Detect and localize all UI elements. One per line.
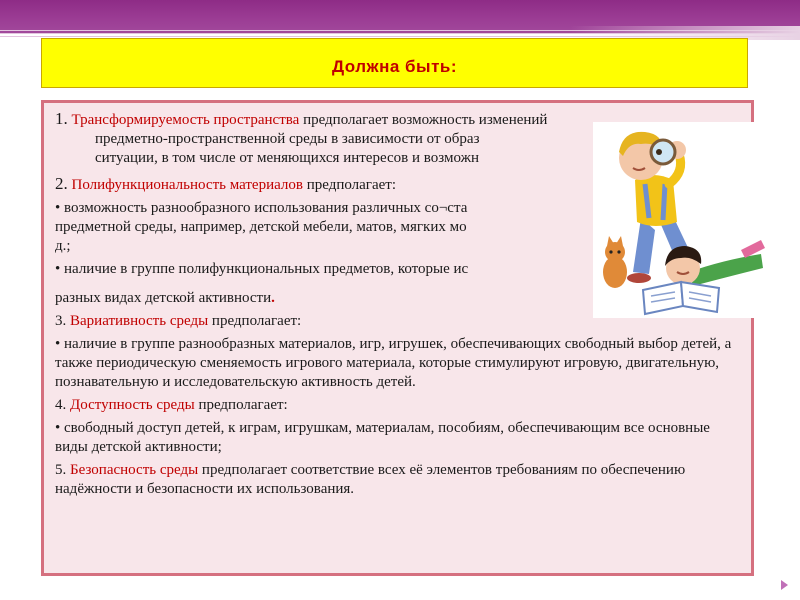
- item-5-term: Безопасность среды: [70, 462, 199, 478]
- item-2-bullet-2-line-2: разных видах детской активности: [55, 290, 272, 306]
- item-1-number: 1.: [55, 109, 68, 128]
- children-reading-icon: [593, 122, 769, 318]
- item-1-line-3: ситуации, в том числе от меняющихся интересов и возможн: [95, 150, 479, 166]
- item-3-term: Вариативность среды: [70, 313, 209, 329]
- title-banner: [41, 38, 748, 88]
- item-2-bullet-1-line-2: предметной среды, например, детской мебели, матов, мягких мо: [55, 219, 467, 235]
- item-2-bullet-1-line-3: д.;: [55, 238, 71, 254]
- item-4-number: 4.: [55, 397, 67, 413]
- item-1-line-2: предметно-пространственной среды в зависимости от образ: [95, 131, 480, 147]
- item-5-text: предполагает соответствие всех её элементов требованиям по обеспечению надёжности и безопасности их использования.: [55, 462, 686, 497]
- item-5-number: 5.: [55, 462, 67, 478]
- item-4-bullet: • свободный доступ детей, к играм, игрушкам, материалам, пособиям, обеспечивающим все основные виды детской активности;: [55, 420, 710, 455]
- item-2-bullet-1-line-1: • возможность разнообразного использования различных со¬ста: [55, 200, 468, 216]
- item-1-term: Трансформируемость пространства: [71, 112, 300, 128]
- item-2-bullet-2-line-1: • наличие в группе полифункциональных предметов, которые ис: [55, 261, 469, 277]
- slide-title: Должна быть:: [331, 57, 458, 76]
- item-4-text: предполагает:: [194, 397, 288, 413]
- item-2-number: 2.: [55, 174, 68, 193]
- bottom-right-marker: [781, 580, 788, 590]
- children-reading-illustration: [593, 122, 769, 318]
- item-4-term: Доступность среды: [70, 397, 195, 413]
- item-3-bullet: • наличие в группе разнообразных материалов, игр, игрушек, обеспечивающих свободный выбор детей, а также периодическую сменяемость игрового материала, которые стимулируют игровую, двигательную, познавательную и исследовательскую активность детей.: [55, 336, 732, 390]
- item-4: [55, 396, 745, 415]
- item-5: [55, 461, 745, 499]
- item-2-text: предполагает:: [302, 177, 397, 193]
- item-2-term: Полифункциональность материалов: [71, 177, 303, 193]
- item-3-number: 3.: [55, 313, 67, 329]
- item-1-text: предполагает возможность изменений: [299, 112, 548, 128]
- item-3-text: предполагает:: [208, 313, 302, 329]
- item-2-bullet-2-dot: .: [271, 290, 275, 306]
